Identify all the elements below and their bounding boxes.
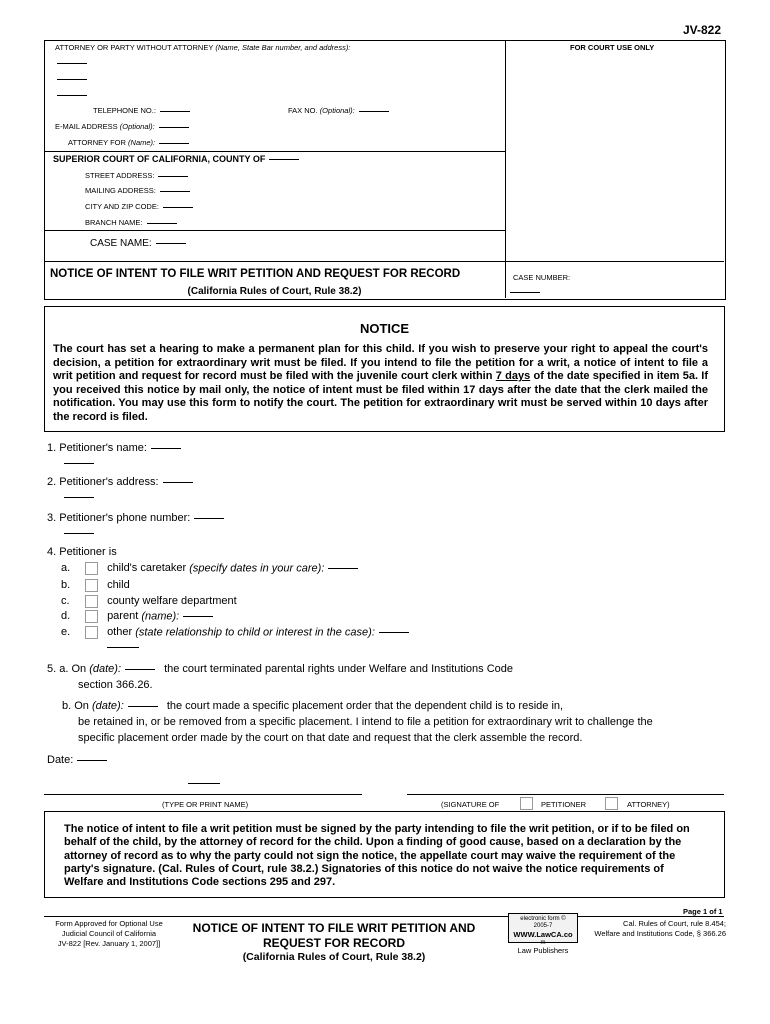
option-b[interactable]: b. child bbox=[61, 579, 130, 592]
option-a[interactable]: a. child's caretaker (specify dates in your care): bbox=[61, 562, 358, 575]
item-5a-cont: section 366.26. bbox=[78, 679, 153, 691]
checkbox-e[interactable] bbox=[85, 626, 98, 639]
court-use-label: FOR COURT USE ONLY bbox=[570, 43, 655, 52]
attorney-label: ATTORNEY OR PARTY WITHOUT ATTORNEY (Name, State Bar number, and address): bbox=[55, 43, 351, 52]
attorney-for-field[interactable]: ATTORNEY FOR (Name): bbox=[68, 138, 189, 147]
attorney-line-2[interactable] bbox=[57, 79, 87, 80]
option-e-line[interactable] bbox=[107, 647, 139, 648]
item-5b[interactable]: b. On (date): the court made a specific placement order that the dependent child is to reside in, bbox=[62, 700, 564, 712]
signature-line[interactable] bbox=[407, 794, 724, 795]
checkbox-b[interactable] bbox=[85, 579, 98, 592]
option-d[interactable]: d. parent (name): bbox=[61, 610, 213, 623]
logo-suffix: m bbox=[540, 940, 546, 946]
city-zip-field[interactable]: CITY AND ZIP CODE: bbox=[85, 202, 193, 211]
petitioner-checkbox[interactable] bbox=[520, 797, 533, 810]
item-5a[interactable]: 5. a. On (date): the court terminated parental rights under Welfare and Institutions Code bbox=[47, 663, 514, 675]
attorney-line-3[interactable] bbox=[57, 95, 87, 96]
item-2[interactable]: 2. Petitioner's address: bbox=[47, 476, 193, 488]
law-publishers: Law Publishers bbox=[517, 946, 569, 955]
item-1[interactable]: 1. Petitioner's name: bbox=[47, 442, 181, 454]
court-title[interactable]: SUPERIOR COURT OF CALIFORNIA, COUNTY OF bbox=[53, 154, 299, 164]
item-5b-cont1: be retained in, or be removed from a specific placement. I intend to file a petition for extraordinary writ to challenge the bbox=[78, 716, 653, 728]
checkbox-c[interactable] bbox=[85, 595, 98, 608]
attorney-line-1[interactable] bbox=[57, 63, 87, 64]
notice-text: The court has set a hearing to make a permanent plan for this child. If you wish to preserve your right to appeal the court's decision, a petition for extraordinary writ must be filed. If you intend to file the petition for a writ, a notice of intent to file a writ petition and request for record must be filed with the juvenile court clerk within 7 days of the date specified in item 5a. If you received this notice by mail only, the notice of intent must be filed within 17 days after the date that the clerk mailed the notification. You may use this form to notify the court. The petition for extraordinary writ must be served within 10 days after the record is filed. bbox=[53, 343, 708, 423]
footer-divider bbox=[44, 916, 724, 917]
type-name-label: (TYPE OR PRINT NAME) bbox=[162, 800, 249, 809]
item-3-line[interactable] bbox=[64, 533, 94, 534]
footer-left: Form Approved for Optional Use Judicial Council of California JV-822 [Rev. January 1, 2007]] bbox=[55, 919, 163, 948]
date-field[interactable]: Date: bbox=[47, 754, 107, 766]
telephone-field[interactable]: TELEPHONE NO.: bbox=[93, 106, 190, 115]
header-vertical-divider bbox=[505, 40, 506, 298]
notice-heading: NOTICE bbox=[359, 321, 410, 336]
branch-field[interactable]: BRANCH NAME: bbox=[85, 218, 177, 227]
case-number-input[interactable] bbox=[510, 292, 540, 293]
attorney-label-sig: ATTORNEY) bbox=[627, 800, 670, 809]
name-entry-line[interactable] bbox=[188, 783, 220, 784]
petitioner-label: PETITIONER bbox=[541, 800, 587, 809]
header-divider-title bbox=[44, 261, 724, 262]
item-2-line[interactable] bbox=[64, 497, 94, 498]
signature-of-label: (SIGNATURE OF bbox=[441, 800, 500, 809]
item-3[interactable]: 3. Petitioner's phone number: bbox=[47, 512, 224, 524]
bottom-notice-text: The notice of intent to file a writ petition must be signed by the party intending to file the writ petition, or if to be filed on behalf of the child, by the attorney of record for the child. Upon a finding of good cause, based on a declaration by the attorney of record as to why the party could not sign the notice, the appellate court may waive the requirement of the party's signature. (Cal. Rules of Court, rule 38.2.) Signatories of this notice do not waive the notice requirements of Welfare and Institutions Code sections 295 and 297. bbox=[64, 823, 690, 889]
footer-title: NOTICE OF INTENT TO FILE WRIT PETITION AND REQUEST FOR RECORD (California Rules of Court, Rule 38.2) bbox=[192, 921, 476, 963]
attorney-checkbox[interactable] bbox=[605, 797, 618, 810]
page-number: Page 1 of 1 bbox=[683, 907, 723, 916]
header-divider-court bbox=[44, 151, 505, 152]
form-title: NOTICE OF INTENT TO FILE WRIT PETITION AND REQUEST FOR RECORD bbox=[50, 268, 461, 280]
item-4: 4. Petitioner is bbox=[47, 546, 117, 558]
item-5b-cont2: specific placement order made by the court on that date and request that the clerk assemble the record. bbox=[78, 732, 583, 744]
option-c[interactable]: c. county welfare department bbox=[61, 595, 237, 608]
checkbox-d[interactable] bbox=[85, 610, 98, 623]
case-number-label: CASE NUMBER: bbox=[513, 273, 571, 282]
email-field[interactable]: E-MAIL ADDRESS (Optional): bbox=[55, 122, 189, 131]
footer-right: Cal. Rules of Court, rule 8.454; Welfare and Institutions Code, § 366.26 bbox=[594, 919, 726, 938]
publisher-logo: electronic form © 2005-7 WWW.LawCA.co bbox=[508, 913, 578, 943]
case-name-field[interactable]: CASE NAME: bbox=[90, 238, 186, 249]
name-line[interactable] bbox=[44, 794, 362, 795]
fax-field[interactable]: FAX NO. (Optional): bbox=[288, 106, 389, 115]
street-field[interactable]: STREET ADDRESS: bbox=[85, 171, 188, 180]
form-id: JV-822 bbox=[683, 23, 722, 37]
mailing-field[interactable]: MAILING ADDRESS: bbox=[85, 186, 190, 195]
item-1-line[interactable] bbox=[64, 463, 94, 464]
form-subtitle: (California Rules of Court, Rule 38.2) bbox=[187, 286, 362, 297]
header-divider-case bbox=[44, 230, 505, 231]
checkbox-a[interactable] bbox=[85, 562, 98, 575]
notice-days: 7 days bbox=[495, 370, 531, 383]
option-e[interactable]: e. other (state relationship to child or interest in the case): bbox=[61, 626, 409, 639]
